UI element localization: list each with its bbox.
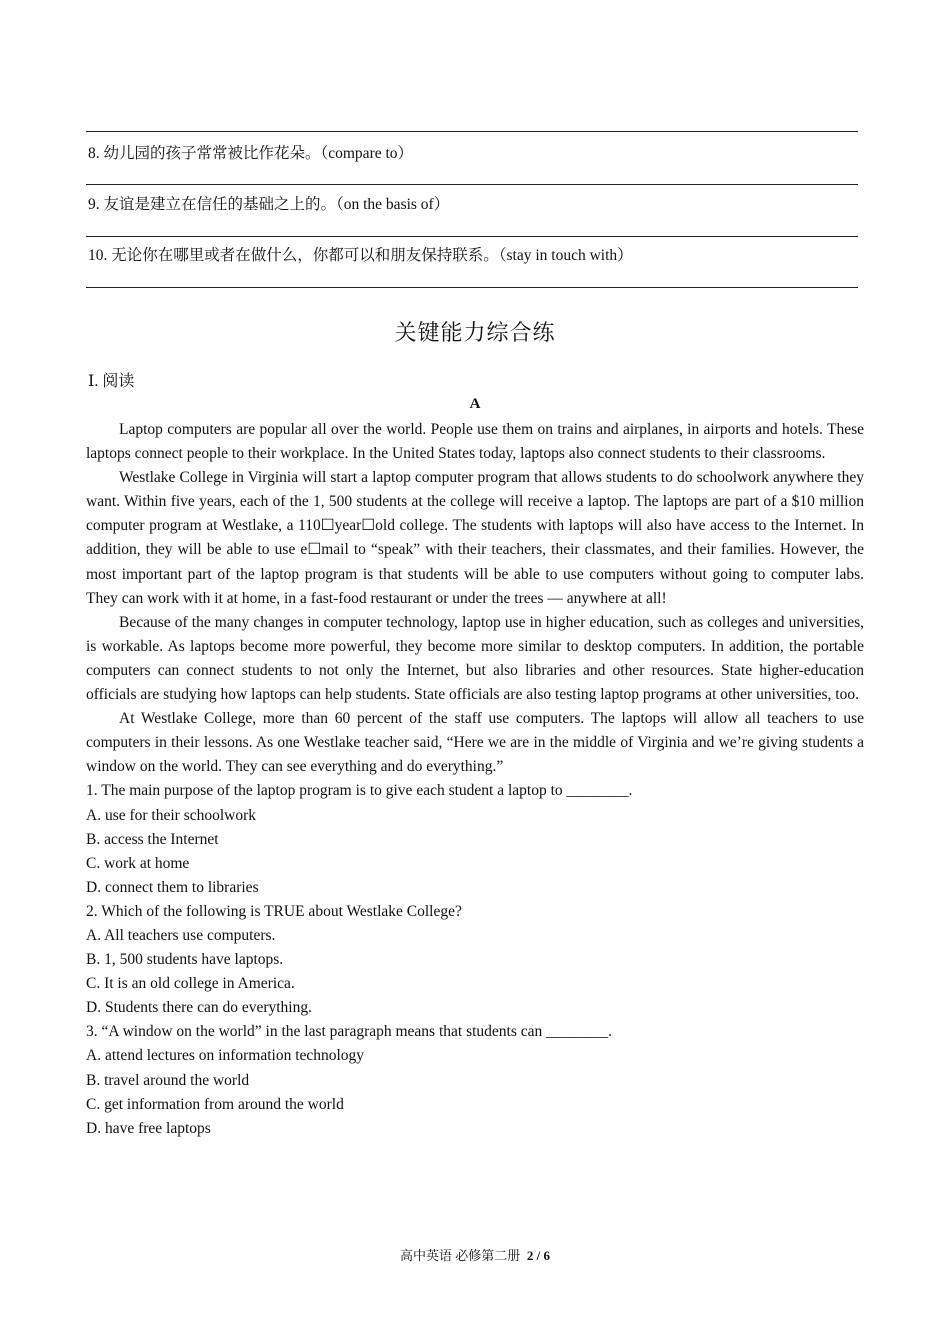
answer-option: A. use for their schoolwork [86, 806, 257, 824]
answer-line [86, 131, 858, 132]
answer-line [86, 287, 858, 288]
answer-line [86, 236, 858, 237]
passage-label: A [469, 396, 481, 412]
paragraph: At Westlake College, more than 60 percent of the staff use computers. The laptops will allow all teachers to use computers in their lessons. As one Westlake teacher said, “Here we are in the middle of Virginia and we’re giving students a window on the world. They can see everything and do everything.” [86, 710, 864, 776]
translation-item-8: 8. 幼儿园的孩子常常被比作花朵。（compare to） [88, 145, 414, 162]
page-footer [0, 1245, 950, 1264]
answer-option: B. 1, 500 students have laptops. [86, 951, 284, 969]
section-title: 关键能力综合练 [394, 320, 556, 345]
question-stem: 3. “A window on the world” in the last paragraph means that students can ________. [86, 1023, 613, 1041]
answer-line [86, 184, 858, 185]
answer-option: B. access the Internet [86, 830, 219, 848]
answer-option: D. connect them to libraries [86, 878, 259, 896]
reading-passage [86, 418, 864, 1141]
question-stem: 2. Which of the following is TRUE about Westlake College? [86, 902, 462, 920]
translation-item-9: 9. 友谊是建立在信任的基础之上的。（on the basis of） [88, 196, 450, 213]
paragraph: Westlake College in Virginia will start a laptop computer program that allows students to do schoolwork anywhere they want. Within five years, each of the 1, 500 students at the college will receive a laptop. The laptops are part of a $10 million computer program at Westlake, a 110☐year☐old college. The students with laptops will also have access to the Internet. In addition, they will be able to use e☐mail to “speak” with their teachers, their classmates, and their families. However, the most important part of the laptop program is that students will be able to use computers without going to computer labs. They can work with it at home, in a fast-food restaurant or under the trees — anywhere at all! [86, 469, 864, 607]
translation-item-10: 10. 无论你在哪里或者在做什么，你都可以和朋友保持联系。（stay in touch with） [88, 247, 633, 264]
answer-option: C. It is an old college in America. [86, 975, 295, 993]
answer-option: D. have free laptops [86, 1119, 211, 1137]
footer-subject: 高中英语 必修第二册 [400, 1248, 521, 1263]
answer-option: B. travel around the world [86, 1071, 250, 1089]
paragraph: Because of the many changes in computer technology, laptop use in higher education, such as colleges and universities, is workable. As laptops become more powerful, they become more similar to desktop computers. In addition, the portable computers can connect students to not only the Internet, but also libraries and other resources. State higher-education officials are studying how laptops can help students. State officials are also testing laptop programs at other universities, too. [86, 613, 864, 704]
paragraph: Laptop computers are popular all over the world. People use them on trains and airplanes, in airports and hotels. These laptops connect people to their workplace. In the United States today, laptops also connect students to their classrooms. [86, 421, 864, 463]
answer-option: C. get information from around the world [86, 1095, 344, 1113]
part-label: Ⅰ. 阅读 [88, 373, 135, 390]
answer-option: C. work at home [86, 854, 190, 872]
footer-separator: / [536, 1248, 541, 1263]
footer-page-total: 6 [543, 1248, 550, 1263]
answer-option: A. attend lectures on information technology [86, 1047, 365, 1065]
question-stem: 1. The main purpose of the laptop program is to give each student a laptop to ________. [86, 782, 633, 800]
footer-page-number: 2 [526, 1248, 534, 1263]
answer-option: D. Students there can do everything. [86, 999, 312, 1017]
answer-option: A. All teachers use computers. [86, 926, 276, 944]
